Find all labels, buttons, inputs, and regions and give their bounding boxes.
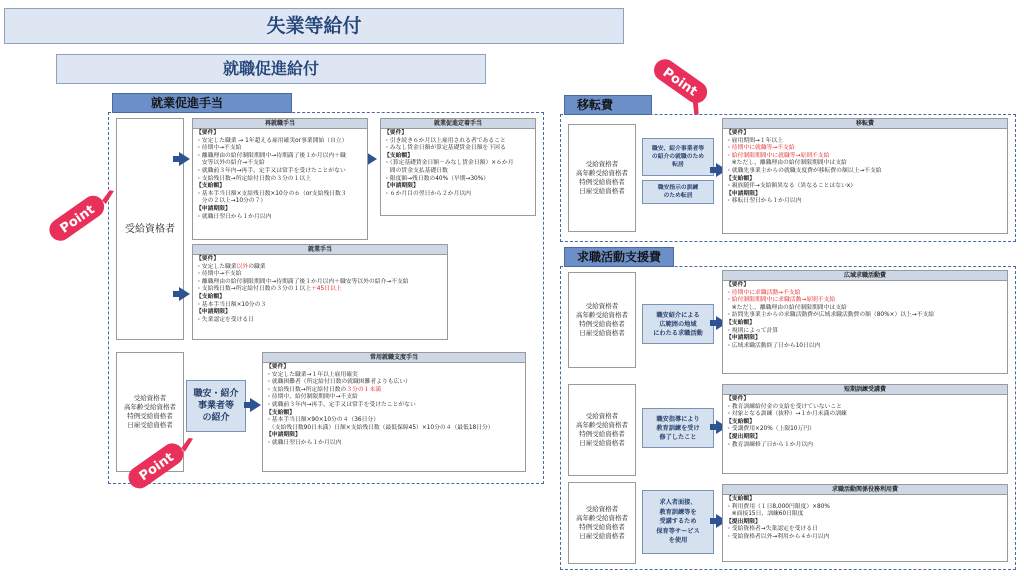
card-line — [726, 534, 1004, 542]
section-label-kyushoku-katsudo: 求職活動支援費 — [564, 247, 674, 267]
card-line — [726, 282, 1004, 290]
card-line — [196, 130, 364, 138]
card-line-text: の職業 — [248, 263, 266, 270]
card-line-text: 【要件】 — [384, 130, 408, 136]
card-line-text: ・就職困難者（所定給付日数の就職困難者よりも広い） — [266, 379, 411, 386]
card-line — [726, 130, 1004, 138]
card-line-text: 【申請期限】 — [266, 432, 301, 439]
card-line — [266, 394, 522, 402]
card-line — [726, 434, 1004, 442]
card-shugyo-teate — [192, 244, 448, 340]
eligibility-box-2: 受給資格者 高年齢受給資格者 特例受給資格者 日雇受給資格者 — [116, 352, 184, 472]
card-line-text: 【提出期限】 — [726, 433, 761, 440]
card-kyushoku-kankei-ekimu — [722, 484, 1008, 562]
point-badge-label: Point — [57, 202, 98, 237]
eligibility-box-1: 受給資格者 — [116, 118, 184, 340]
card-line — [726, 168, 1004, 176]
sub-title: 就職促進給付 — [56, 54, 486, 84]
card-body — [381, 129, 535, 199]
card-line — [384, 145, 532, 153]
card-body — [723, 495, 1007, 543]
card-line — [196, 145, 364, 153]
card-header: 常用就職支度手当 — [263, 353, 525, 363]
card-line-text: 【申請期限】 — [196, 205, 231, 212]
card-line-text: ・就職先事業主からの就職支度費が移転費の額以上→不支給 — [726, 167, 882, 174]
card-body — [723, 395, 1007, 450]
card-body — [723, 129, 1007, 207]
card-line-text: ・受給資格者→失業認定を受ける日 — [726, 526, 818, 533]
section-label-shugyo-sokushin: 就業促進手当 — [112, 93, 292, 113]
card-body — [263, 363, 525, 449]
card-koiki-kyushoku-katsudo — [722, 270, 1008, 374]
card-line-text: ・利用費用（１日8,000円限度）×80% — [726, 503, 830, 510]
card-shushoku-sokushin-teichaku — [380, 118, 536, 216]
card-line — [196, 294, 444, 302]
card-line-text: ・訪問先事業主からの求職活動費が広域求職活動費の額（80%×）以上→不支給 — [726, 312, 935, 319]
card-line — [384, 168, 532, 176]
card-line — [726, 343, 1004, 351]
card-line-text: ・限度額→残日数の40%（早期→30%） — [384, 175, 490, 182]
card-header: 求職活動関係役務利用費 — [723, 485, 1007, 495]
card-line-text: 【支給額】 — [384, 152, 413, 159]
card-line — [266, 425, 522, 433]
kyushoku-middle-box-2: 職安指導により 教育訓練を受け 修了したこと — [642, 408, 714, 448]
card-line-text: 【申請期限】 — [726, 335, 761, 342]
card-line — [196, 168, 364, 176]
card-line-text: 【提出期限】 — [726, 518, 761, 525]
card-line — [384, 130, 532, 138]
card-line — [196, 256, 444, 264]
card-line-text: ・規則によって計算 — [726, 327, 779, 334]
card-joyo-shushoku-shitaku — [262, 352, 526, 472]
card-line — [196, 271, 444, 279]
card-line — [726, 160, 1004, 168]
card-line — [196, 214, 364, 222]
card-line — [726, 198, 1004, 206]
card-line-text: ・（算定基礎賃金日額－みなし賃金日額）×６か月 — [384, 160, 514, 167]
card-line-text: ・安定した職業→１年以上雇用確実 — [266, 371, 358, 378]
kyushoku-middle-box-3: 求人者面接、 教育訓練等を 受講するため 保育等サービス を使用 — [642, 490, 714, 554]
point-badge-icon — [110, 428, 210, 498]
card-line — [266, 432, 522, 440]
card-line-text: ・待期中→不支給 — [196, 145, 242, 152]
kyushoku-middle-box-1: 職安紹介による 広範囲の地域 にわたる求職活動 — [642, 304, 714, 344]
point-badge-icon — [32, 182, 132, 252]
card-iten-hi — [722, 118, 1008, 234]
card-line-text: ・待期中に求職活動→不支給 — [726, 289, 801, 296]
card-line-text: ・親族随伴→支給額異なる（異なることはないx） — [726, 183, 857, 190]
card-line-text: ・待期中→不支給 — [196, 271, 242, 278]
card-line — [266, 364, 522, 372]
card-line-text: ・受講費用×20%（上限10万円） — [726, 426, 815, 433]
main-title: 失業等給付 — [4, 8, 624, 44]
card-line-text: ・雇用期間→１年以上 — [726, 137, 784, 144]
card-line — [196, 198, 364, 206]
card-line-text: 【要件】 — [196, 256, 220, 262]
card-header: 就業手当 — [193, 245, 447, 255]
iten-eligibility-box: 受給資格者 高年齢受給資格者 特例受給資格者 日雇受給資格者 — [568, 124, 636, 232]
card-line-text: ・待期中、給付制限期間中→不支給 — [266, 394, 358, 401]
card-line — [726, 145, 1004, 153]
card-line-text: 【支給額】 — [726, 175, 755, 182]
card-line-text: ・支給残日数→所定給付日数の３分の１以上 — [196, 175, 311, 182]
card-line — [726, 328, 1004, 336]
card-line — [266, 417, 522, 425]
card-line — [196, 309, 444, 317]
card-line-text: ・移転日翌日から１か月以内 — [726, 198, 802, 205]
card-line-text: 【要件】 — [726, 130, 750, 136]
card-line — [196, 302, 444, 310]
card-line — [726, 411, 1004, 419]
card-line-text: 【申請期限】 — [384, 183, 419, 190]
card-line-text: 【要件】 — [726, 396, 750, 402]
card-line-text: ・就職日翌日から１か月以内 — [196, 213, 272, 220]
card-line — [726, 312, 1004, 320]
card-line — [384, 183, 532, 191]
card-line — [196, 183, 364, 191]
card-line-text: 【支給額】 — [196, 183, 225, 190]
point-badge-icon — [640, 42, 720, 122]
card-line-text: ※面接15日、訓練60日限度 — [726, 511, 804, 518]
iten-middle-box-2: 職安指示の訓練 のため転居 — [642, 180, 714, 204]
card-line — [384, 191, 532, 199]
card-line-text: ※ただし、離職理由の給付制限期間中は支給 — [726, 160, 847, 167]
card-saishushoku-teate — [192, 118, 368, 240]
card-line — [726, 511, 1004, 519]
card-line-text: ・支給残日数→所定給付日数の３分の１以上 — [196, 286, 311, 293]
card-line-highlight: 以外 — [236, 263, 249, 270]
card-header: 就業促進定着手当 — [381, 119, 535, 129]
card-line-highlight: ＋45日以上 — [311, 286, 342, 293]
card-line-text: ・６か月目の翌日から２か月以内 — [384, 190, 471, 197]
card-tanki-kunren-jukou — [722, 384, 1008, 474]
card-line-text: ・教育訓練給付金の支給を受けていないこと — [726, 403, 842, 410]
card-line — [266, 379, 522, 387]
section-label-iten: 移転費 — [564, 95, 652, 115]
card-line-text: ・安定した職業 → 1年超える雇用確実or事業開始（自立） — [196, 137, 348, 144]
card-line-text: ・安定した職業 — [196, 263, 237, 270]
card-line — [196, 160, 364, 168]
card-line-text: ・基本手当日額×支給残日数×10分の６（or支給残日数３ — [196, 190, 347, 197]
card-line-text: ・受給資格者以外→利用から４か月以内 — [726, 533, 830, 540]
card-line — [726, 297, 1004, 305]
point-badge-label: Point — [136, 449, 177, 485]
card-line-text: ・教育訓練修了日から１か月以内 — [726, 441, 813, 448]
kyushoku-eligibility-box-3: 受給資格者 高年齢受給資格者 特例受給資格者 日雇受給資格者 — [568, 482, 636, 564]
card-line — [726, 396, 1004, 404]
iten-middle-box-1: 職安、紹介事業者等 の紹介の就職のため 転居 — [642, 138, 714, 176]
card-line — [726, 426, 1004, 434]
card-body — [723, 281, 1007, 351]
card-header: 移転費 — [723, 119, 1007, 129]
card-line-text: 安等以外の紹介→不支給 — [196, 160, 265, 167]
card-line-text: ・就職前３年内→再手、定手又は常手を受けたことがない — [196, 167, 346, 174]
card-line — [726, 526, 1004, 534]
card-line-text: ・就職前３年内→再手、定手又は常手を受けたことがない — [266, 401, 416, 408]
card-line-text: ・みなし賃金日額が算定基礎賃金日額を下回る — [384, 145, 506, 152]
card-line-text: ※ただし、離職理由の給付制限期間中は支給 — [726, 304, 847, 311]
kyushoku-eligibility-box-2: 受給資格者 高年齢受給資格者 特例受給資格者 日雇受給資格者 — [568, 384, 636, 476]
card-line-text: 【支給額】 — [196, 293, 225, 300]
card-line-text: ・広域求職活動終了日から10日以内 — [726, 342, 821, 349]
card-line-text: （支給残日数90日未満）日額×支給残日数（最低保障45）×10分の４（最低18日分） — [266, 424, 494, 431]
arrow-right-icon — [250, 398, 261, 412]
card-line-text: 【申請期限】 — [196, 309, 231, 316]
card-line — [726, 496, 1004, 504]
card-header: 再就職手当 — [193, 119, 367, 129]
card-line — [726, 335, 1004, 343]
card-line-highlight: ３分の１未満 — [346, 386, 382, 393]
card-line — [196, 206, 364, 214]
card-line — [196, 317, 444, 325]
card-header: 短期訓練受講費 — [723, 385, 1007, 395]
card-line-text: 【要件】 — [266, 364, 290, 370]
point-badge-label: Point — [659, 65, 700, 100]
card-line-text: ・基本手当日額×10分の３ — [196, 301, 267, 308]
card-line-text: 【申請期限】 — [726, 190, 761, 197]
card-line-text: 【支給額】 — [726, 418, 755, 425]
card-line-text: ・対象となる訓練（抜粋）→１か月未満の訓練 — [726, 411, 847, 418]
card-line-text: ・基本手当日額×90×10分の４（36日分） — [266, 417, 379, 424]
card-line-text: 間の賃金支払基礎日数 — [384, 167, 448, 174]
card-line-text: ・支給残日数→所定給付日数の — [266, 386, 347, 393]
card-line-text: 【要件】 — [726, 282, 750, 288]
card-line-text: 【支給額】 — [726, 319, 755, 326]
card-line — [266, 440, 522, 448]
middle-box-shokuan-shokai: 職安・紹介 事業者等 の紹介 — [186, 380, 246, 432]
card-line — [726, 320, 1004, 328]
card-line — [384, 160, 532, 168]
card-header: 広域求職活動費 — [723, 271, 1007, 281]
card-line-text: 【要件】 — [196, 130, 220, 136]
card-line-text: ・引き続き６か月以上雇用される者であること — [384, 137, 506, 144]
card-line — [196, 286, 444, 294]
card-line-text: ・失業認定を受ける日 — [196, 316, 254, 323]
arrow-right-icon — [179, 152, 190, 166]
card-line-text: 【支給額】 — [726, 496, 755, 502]
card-line-text: ・給付制限期間中に求職活動→原則不支給 — [726, 297, 836, 304]
kyushoku-eligibility-box-1: 受給資格者 高年齢受給資格者 特例受給資格者 日雇受給資格者 — [568, 272, 636, 368]
card-line-text: ・離職理由の給付制限期間中→待期満了後１か月以内＋職 — [196, 152, 346, 159]
card-body — [193, 255, 447, 325]
card-body — [193, 129, 367, 222]
card-line — [726, 442, 1004, 450]
arrow-right-icon — [179, 287, 190, 301]
card-line-text: ・給付制限期間中に就職等→原則不支給 — [726, 152, 830, 159]
card-line-text: 【支給額】 — [266, 409, 295, 416]
card-line — [726, 183, 1004, 191]
card-line-text: ・離職理由の給付制限期間中→待期満了後１か月以内＋職安等以外の紹介→不支給 — [196, 278, 409, 285]
card-line-text: ・待期中に就職等→不支給 — [726, 145, 795, 152]
card-line — [266, 402, 522, 410]
card-line-text: 分の２以上→10分の７） — [196, 198, 267, 205]
card-line-text: ・就職日翌日から１か月以内 — [266, 439, 342, 446]
